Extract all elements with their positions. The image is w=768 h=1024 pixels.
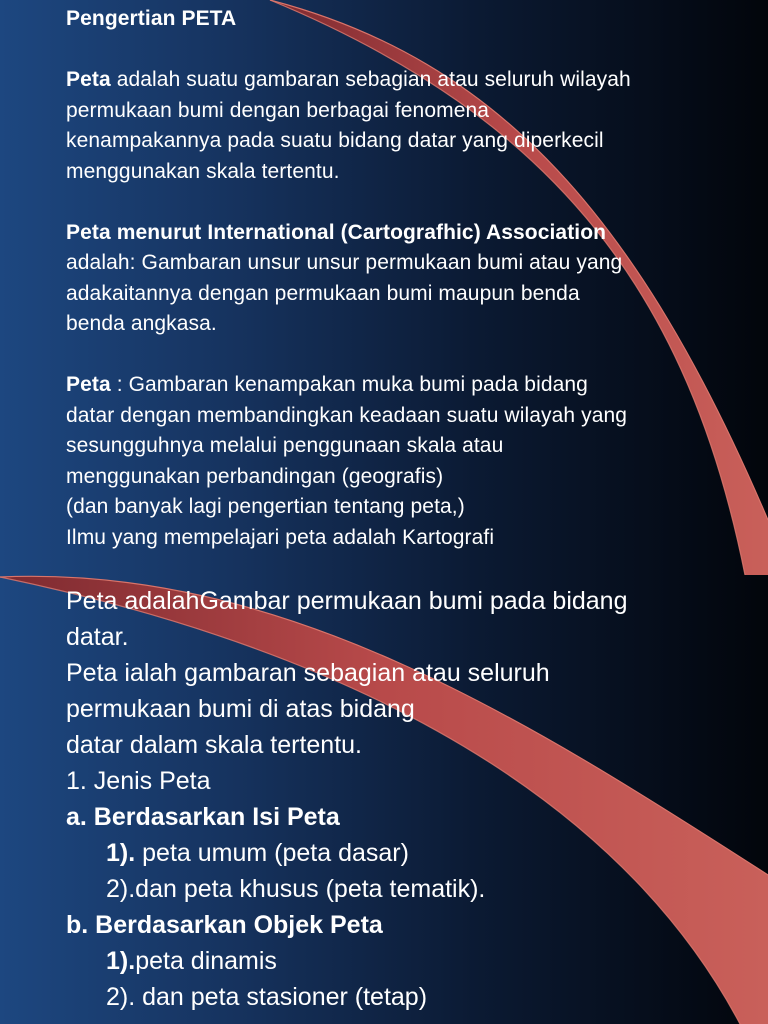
summary-line-3: Peta ialah gambaran sebagian atau seluruh [66,659,550,687]
definition-3-line-4: menggunakan perbandingan (geografis) [66,464,444,488]
slide-1-title: Pengertian PETA [66,7,237,30]
slide-2 [0,575,768,1024]
summary-line-1: Peta adalahGambar permukaan bumi pada bidang [66,587,628,615]
definition-2-line-2: adalah: Gambaran unsur unsur permukaan bumi atau yang [66,251,623,274]
list-item-stationary-map: 2). dan peta stasioner (tetap) [106,983,428,1011]
definition-2-line-4: benda angkasa. [66,312,217,335]
definition-1-line-4: menggunakan skala tertentu. [66,159,340,183]
definition-3-line-3: sesungguhnya melalui penggunaan skala atau [66,434,504,457]
definition-3-line-6: Ilmu yang mempelajari peta adalah Kartografi [66,525,495,549]
summary-line-4: permukaan bumi di atas bidang [66,695,415,723]
term-peta: Peta [66,68,111,91]
heading-by-object: b. Berdasarkan Objek Peta [66,911,383,939]
definition-1-line-1: Peta adalah suatu gambaran sebagian atau seluruh wilayah [66,68,631,91]
list-item-general-map: 1). peta umum (peta dasar) [106,839,409,867]
definition-1-line-2: permukaan bumi dengan berbagai fenomena [66,98,490,122]
summary-line-2: datar. [66,623,129,651]
map-types-heading: 1. Jenis Peta [66,767,211,795]
heading-by-content: a. Berdasarkan Isi Peta [66,803,340,831]
definition-2-heading: Peta menurut International (Cartografhic) Association [66,220,607,244]
term-peta: Peta [66,373,111,396]
definition-1-line-3: kenampakannya pada suatu bidang datar yang diperkecil [66,129,604,152]
slide-2-content [66,583,756,1015]
definition-3-line-2: datar dengan membandingkan keadaan suatu wilayah yang [66,403,628,427]
list-item-dynamic-map: 1).peta dinamis [106,947,277,975]
definition-2-line-3: adakaitannya dengan permukaan bumi maupun benda [66,281,580,305]
definition-3-line-1: Peta : Gambaran kenampakan muka bumi pada bidang [66,373,588,396]
slide-1-content [66,4,756,553]
definition-3-line-5: (dan banyak lagi pengertian tentang peta,) [66,495,465,518]
list-item-thematic-map: 2).dan peta khusus (peta tematik). [106,875,486,903]
summary-line-5: datar dalam skala tertentu. [66,731,362,759]
